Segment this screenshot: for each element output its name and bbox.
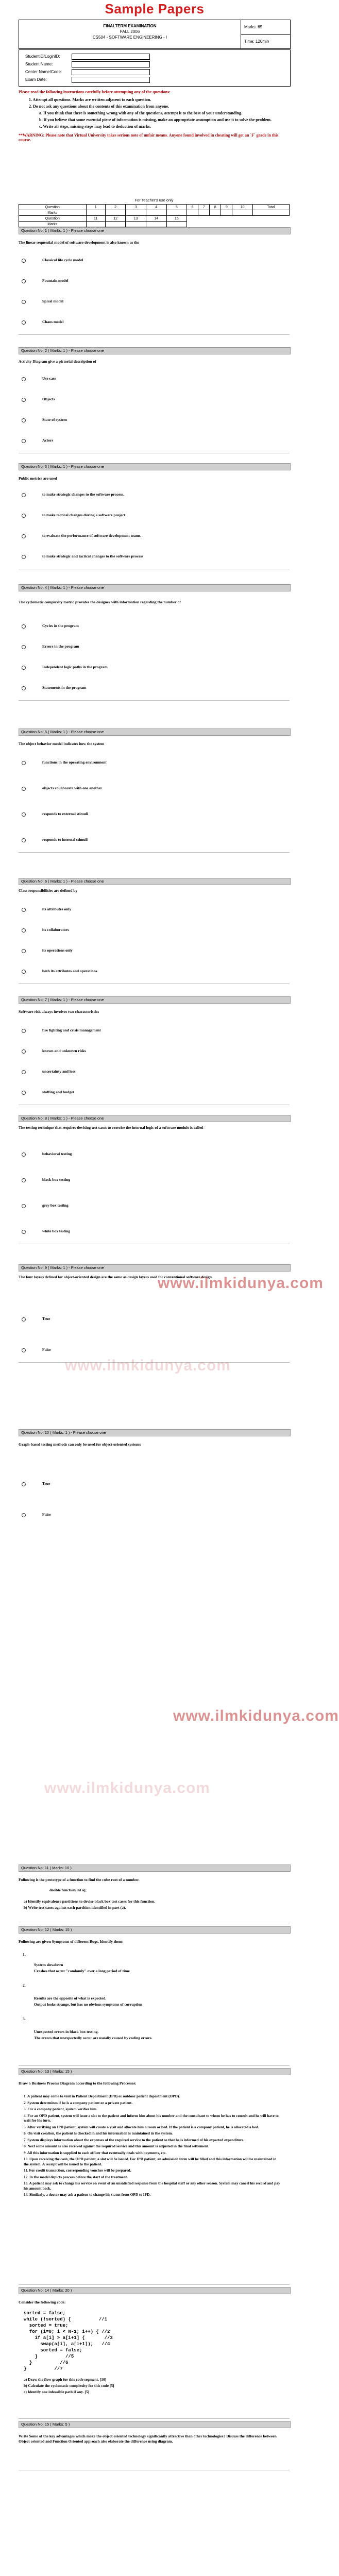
table-cell: 4 <box>146 205 166 210</box>
process-step: 10. Upon receiving the cash, the OPD patient, a slot will be issued. For IPD patient, an admission form will be filled and this information will be maintained in the system. A receipt will be issued to the patient. <box>24 2157 277 2166</box>
table-row <box>19 222 290 227</box>
process-step: 11. For credit transaction, corresponding voucher will be prepared. <box>24 2168 131 2173</box>
radio-icon[interactable] <box>22 398 26 402</box>
radio-icon[interactable] <box>22 514 26 518</box>
radio-icon[interactable] <box>22 418 26 422</box>
question-1-bar <box>19 227 291 234</box>
process-step: 1. A patient may come to visit in Patient Department (IPD) or outdoor patient department (OPD). <box>24 2094 180 2098</box>
question-11-prototype: double function(int a); <box>49 1888 87 1892</box>
question-9-option[interactable] <box>19 1347 290 1353</box>
option-label: grey box testing <box>42 1203 69 1208</box>
option-label: responds to external stimuli <box>42 811 88 816</box>
center-label: Center Name/Code: <box>25 70 62 74</box>
question-7-option[interactable] <box>19 1027 290 1033</box>
radio-icon[interactable] <box>22 279 26 283</box>
radio-icon[interactable] <box>22 624 26 629</box>
symptom-item: The errors that unexpectedly occur are usually caused by coding errors. <box>34 2036 152 2040</box>
option-label: both its attributes and operations <box>42 969 97 973</box>
question-7-bar <box>19 996 291 1004</box>
process-step: 12. In the model depicts process before the start of the treatment. <box>24 2174 128 2179</box>
symptom-item: Output looks strange, but has no obvious symptoms of corruption <box>34 2002 143 2007</box>
student-info-box <box>19 49 291 87</box>
question-5-option[interactable] <box>19 759 290 766</box>
question-7-option[interactable] <box>19 1089 290 1095</box>
question-12-bar <box>19 1926 291 1934</box>
radio-icon[interactable] <box>22 838 26 842</box>
question-10-option[interactable] <box>19 1512 290 1518</box>
option-label: Use case <box>42 376 56 381</box>
table-cell: 2 <box>105 205 126 210</box>
radio-icon[interactable] <box>22 1049 26 1054</box>
question-3-label: Question No: 3 ( Marks: 1 ) - Please choose one <box>21 464 104 469</box>
question-3-bar <box>19 463 291 470</box>
process-step: 8. Next some amount is also received against the required service and this amount is adjusted in the final settlement. <box>24 2144 210 2148</box>
exam-date-field[interactable] <box>72 77 150 83</box>
radio-icon[interactable] <box>22 645 26 649</box>
option-label: to make strategic changes to the software process. <box>42 492 124 497</box>
banner-title: Sample Papers <box>105 1 205 16</box>
option-label: Chaos model <box>42 319 64 324</box>
question-1-option[interactable] <box>19 257 290 263</box>
table-row <box>19 210 290 216</box>
radio-icon[interactable] <box>22 1153 26 1157</box>
option-label: Errors in the program <box>42 644 79 649</box>
option-label: False <box>42 1347 51 1352</box>
table-cell: 12 <box>105 216 126 222</box>
question-14-part-b: b) Calculate the cyclomatic complexity for this code [5] <box>24 2383 114 2388</box>
question-8-label: Question No: 8 ( Marks: 1 ) - Please choose one <box>21 1116 104 1121</box>
radio-icon[interactable] <box>22 493 26 497</box>
symptom-group-3: 3. <box>23 2016 26 2021</box>
question-3-option[interactable] <box>19 553 290 560</box>
symptom-item: Crashes that occur "randomly" over a long period of time <box>34 1969 130 1973</box>
question-7-option[interactable] <box>19 1048 290 1054</box>
process-step: 9. All this information is supplied to each officer that eventually deals with payments, etc. <box>24 2150 166 2155</box>
option-label: Cycles in the program <box>42 623 79 628</box>
radio-icon[interactable] <box>22 1091 26 1095</box>
question-11-part-a: a) Identify equivalence partitions to devise black box test cases for this function. <box>24 1899 156 1904</box>
instructions <box>19 90 290 142</box>
radio-icon[interactable] <box>22 1230 26 1234</box>
question-8-option[interactable] <box>19 1151 290 1157</box>
option-label: Fountain model <box>42 278 69 283</box>
total-marks: Marks: 65 <box>241 20 291 35</box>
divider <box>19 2418 290 2419</box>
question-4-stem: The cyclomatic complexity metric provides the designer with information regarding the number of <box>19 600 181 604</box>
question-9-bar <box>19 1264 291 1272</box>
question-14-text: Consider the following code: <box>19 2300 66 2304</box>
option-label: True <box>42 1481 50 1486</box>
question-6-option[interactable] <box>19 906 290 912</box>
question-14-bar <box>19 2287 291 2294</box>
code-line: if a[i] > a[i+1] { //3 <box>24 2335 113 2341</box>
radio-icon[interactable] <box>22 761 26 765</box>
table-header-cell: Question <box>19 216 87 222</box>
table-cell: 13 <box>126 216 146 222</box>
code-listing <box>24 2310 113 2372</box>
question-6-option[interactable] <box>19 947 290 954</box>
table-cell: 11 <box>86 216 105 222</box>
question-4-bar <box>19 584 291 591</box>
option-label: to evaluate the performance of software development teams. <box>42 533 142 538</box>
teacher-table-caption: For Teacher's use only <box>134 198 174 202</box>
table-cell: 9 <box>221 205 232 210</box>
sample-papers-banner <box>0 0 309 18</box>
question-2-option[interactable] <box>19 437 290 444</box>
question-12-text: Following are given Symptoms of different Bugs. Identify them: <box>19 1939 124 1944</box>
exam-header <box>19 20 291 49</box>
table-header-cell: Marks <box>19 210 87 216</box>
divider <box>19 700 290 701</box>
option-label: Spiral model <box>42 299 64 303</box>
question-10-option[interactable] <box>19 1481 290 1487</box>
question-8-bar <box>19 1115 291 1122</box>
option-label: behavioral testing <box>42 1151 72 1156</box>
table-cell: 6 <box>187 205 198 210</box>
option-label: staffing and budget <box>42 1090 75 1094</box>
process-step: 2. System determines if he is a company patient or a private patient. <box>24 2100 133 2105</box>
radio-icon[interactable] <box>22 970 26 974</box>
divider <box>19 2284 290 2285</box>
question-10-stem: Graph-based testing methods can only be used for object-oriented systems <box>19 1442 141 1447</box>
code-line: for (i=0; i < N-1; i++) { //2 <box>24 2329 110 2334</box>
process-step: 5. After verifying an IPD patient, system will create a visit and allocate him a room or bed. If the patient is a company patient, he is allocated a bed. <box>24 2124 259 2129</box>
question-8-stem: The testing technique that requires devising test cases to exercise the internal logic of a software module is called <box>19 1125 204 1130</box>
table-cell: 15 <box>166 216 187 222</box>
code-line: sorted = false; <box>24 2311 66 2316</box>
question-6-option[interactable] <box>19 927 290 933</box>
symptom-item: System slowdown <box>34 1962 63 1967</box>
radio-icon[interactable] <box>22 1348 26 1352</box>
divider <box>19 334 290 335</box>
option-label: Objects <box>42 397 55 401</box>
option-label: uncertainty and loss <box>42 1069 76 1074</box>
question-11-part-b: b) Write test cases against each partition identified in part (a). <box>24 1905 126 1910</box>
question-6-option[interactable] <box>19 968 290 974</box>
question-6-stem: Class responsibilities are defined by <box>19 888 78 893</box>
divider <box>19 2065 290 2066</box>
question-9-stem: The four layers defined for object-oriented design are the same as design layers used for conventional software design. <box>19 1275 213 1279</box>
option-label: to make strategic and tactical changes to the software process <box>42 554 144 558</box>
question-4-option[interactable] <box>19 643 290 650</box>
table-cell: 5 <box>166 205 187 210</box>
question-5-option[interactable] <box>19 837 290 843</box>
radio-icon[interactable] <box>22 1204 26 1208</box>
code-line: sorted = false; <box>24 2348 82 2353</box>
question-13-text: Draw a Business Process Diagram according to the following Processes: <box>19 2081 137 2086</box>
question-1-label: Question No: 1 ( Marks: 1 ) - Please choose one <box>21 228 104 233</box>
radio-icon[interactable] <box>22 1029 26 1033</box>
question-2-label: Question No: 2 ( Marks: 1 ) - Please choose one <box>21 348 104 353</box>
question-11-label: Question No: 11 ( Marks: 10 ) <box>21 1866 72 1870</box>
question-10-bar <box>19 1429 291 1436</box>
question-14-label: Question No: 14 ( Marks: 20 ) <box>21 2288 72 2293</box>
question-12-label: Question No: 12 ( Marks: 15 ) <box>21 1927 72 1932</box>
question-5-bar <box>19 728 291 736</box>
radio-icon[interactable] <box>22 1070 26 1074</box>
instructions-intro: Please read the following instructions carefully before attempting any of the questions: <box>19 90 171 94</box>
center-field[interactable] <box>72 69 150 75</box>
question-10-label: Question No: 10 ( Marks: 1 ) - Please choose one <box>21 1430 106 1435</box>
option-label: its operations only <box>42 948 73 953</box>
option-label: State of system <box>42 417 67 422</box>
radio-icon[interactable] <box>22 439 26 443</box>
symptom-item: Unexpected errors in black box testing. <box>34 2029 99 2034</box>
student-id-field[interactable] <box>72 54 150 60</box>
symptom-group-1: 1. <box>23 1952 26 1957</box>
question-13-label: Question No: 13 ( Marks: 15 ) <box>21 2069 72 2074</box>
radio-icon[interactable] <box>22 259 26 263</box>
center-row <box>25 69 150 76</box>
process-step: 13. A patient may ask to change his service on event of an unsatisfied response from the hospital staff or any other reason. System may cancel his record and pay his amount back. <box>24 2181 280 2191</box>
radio-icon[interactable] <box>22 908 26 912</box>
question-3-option[interactable] <box>19 492 290 498</box>
question-5-label: Question No: 5 ( Marks: 1 ) - Please choose one <box>21 730 104 734</box>
table-cell: 10 <box>232 205 253 210</box>
option-label: True <box>42 1316 50 1321</box>
option-label: its collaborators <box>42 927 69 932</box>
option-label: black box testing <box>42 1177 71 1182</box>
question-9-label: Question No: 9 ( Marks: 1 ) - Please choose one <box>21 1265 104 1270</box>
question-11-bar <box>19 1865 291 1872</box>
table-cell: 8 <box>210 205 221 210</box>
table-header-cell: Marks <box>19 222 87 227</box>
question-14-part-c: c) Identify one infeasible path if any. [5] <box>24 2389 90 2394</box>
symptom-group-2: 2. <box>23 1983 26 1988</box>
question-3-stem: Public metrics are used <box>19 476 57 481</box>
instruction-1: 1. Attempt all questions. Marks are written adjacent to each question. <box>29 97 151 102</box>
instruction-2: 2. Do not ask any questions about the contents of this examination from anyone. <box>29 104 170 109</box>
process-step: 6. On visit creation, the patient is checked in and his information is maintained in the system. <box>24 2131 173 2136</box>
radio-icon[interactable] <box>22 300 26 304</box>
student-name-row <box>25 61 150 68</box>
option-label: False <box>42 1512 51 1517</box>
option-label: known and unknown risks <box>42 1048 86 1053</box>
student-id-label: StudentID/LoginID: <box>25 54 60 59</box>
question-4-label: Question No: 4 ( Marks: 1 ) - Please choose one <box>21 585 104 590</box>
option-label: functions in the operating environment <box>42 760 107 765</box>
option-label: white box testing <box>42 1229 71 1233</box>
option-label: to make tactical changes during a software project. <box>42 513 127 517</box>
radio-icon[interactable] <box>22 1178 26 1182</box>
code-line: } //6 <box>24 2360 69 2365</box>
question-4-option[interactable] <box>19 623 290 629</box>
radio-icon[interactable] <box>22 928 26 933</box>
question-2-option[interactable] <box>19 396 290 402</box>
question-3-option[interactable] <box>19 533 290 539</box>
option-label: Statements in the program <box>42 685 87 690</box>
instruction-2c: c. Write all steps, missing steps may lead to deduction of marks. <box>39 124 151 129</box>
table-row <box>19 216 290 222</box>
radio-icon[interactable] <box>22 377 26 381</box>
question-8-option[interactable] <box>19 1228 290 1234</box>
process-step: 14. Similarly, a doctor may ask a patient to change his status from OPD to IPD. <box>24 2192 151 2197</box>
question-15-label: Question No: 15 ( Marks: 5 ) <box>21 2422 70 2427</box>
teacher-marks-table <box>19 204 290 227</box>
radio-icon[interactable] <box>22 686 26 690</box>
radio-icon[interactable] <box>22 320 26 325</box>
table-cell: 14 <box>146 216 166 222</box>
question-5-option[interactable] <box>19 811 290 817</box>
process-step: 3. For a company patient, system verifies him. <box>24 2107 97 2111</box>
radio-icon[interactable] <box>22 787 26 791</box>
divider <box>19 852 290 853</box>
question-3-option[interactable] <box>19 512 290 518</box>
exam-time: Time: 120min <box>244 39 269 44</box>
question-6-label: Question No: 6 ( Marks: 1 ) - Please choose one <box>21 879 104 884</box>
question-1-stem: The linear sequential model of software development is also known as the <box>19 240 140 245</box>
exam-date-row <box>25 76 150 83</box>
radio-icon[interactable] <box>22 555 26 559</box>
question-7-stem: Software risk always involves two characteristics <box>19 1009 99 1014</box>
question-2-stem: Activity Diagram give a pictorial description of <box>19 359 96 364</box>
exam-term: FALL 2006 <box>120 29 140 34</box>
question-8-option[interactable] <box>19 1202 290 1209</box>
exam-sheet <box>3 18 339 2576</box>
radio-icon[interactable] <box>22 949 26 953</box>
question-4-option[interactable] <box>19 685 290 691</box>
question-6-bar <box>19 878 291 885</box>
option-label: objects collaborate with one another <box>42 786 103 790</box>
radio-icon[interactable] <box>22 666 26 670</box>
business-process-list <box>24 2094 281 2199</box>
radio-icon[interactable] <box>22 1482 26 1486</box>
question-5-option[interactable] <box>19 785 290 791</box>
table-cell: 7 <box>198 205 210 210</box>
question-2-option[interactable] <box>19 417 290 423</box>
question-8-option[interactable] <box>19 1177 290 1183</box>
watermark: www.ilmkidunya.com <box>173 1707 339 1724</box>
code-line: while (!sorted) { //1 <box>24 2317 108 2322</box>
question-7-label: Question No: 7 ( Marks: 1 ) - Please choose one <box>21 997 104 1002</box>
table-row <box>19 205 290 210</box>
question-15-bar <box>19 2421 291 2428</box>
question-7-option[interactable] <box>19 1069 290 1075</box>
table-cell: 1 <box>86 205 105 210</box>
radio-icon[interactable] <box>22 1513 26 1517</box>
question-15-text: Write Some of the key advantages which make the object oriented technology significantly attractive than other technologies? Discuss the difference between Object oriented and Function Oriented approach also elaborate the difference using diagram. <box>19 2434 277 2444</box>
symptom-item: Results are the opposite of what is expected. <box>34 1996 107 2001</box>
table-cell: Total <box>252 205 289 210</box>
exam-title: FINALTERM EXAMINATION <box>103 24 157 28</box>
radio-icon[interactable] <box>22 1317 26 1321</box>
student-name-label: Student Name: <box>25 62 53 66</box>
question-14-part-a: a) Draw the flow graph for this code segment. [10] <box>24 2377 107 2382</box>
option-label: fire fighting and crisis management <box>42 1028 101 1032</box>
student-id-row <box>25 53 150 60</box>
exam-date-label: Exam Date: <box>25 77 47 82</box>
question-11-text: Following is the prototype of a function to find the cube root of a number. <box>19 1877 140 1882</box>
student-name-field[interactable] <box>72 61 150 67</box>
option-label: its attributes only <box>42 907 72 911</box>
question-5-stem: The object behavior model indicates how the system <box>19 741 105 746</box>
watermark: www.ilmkidunya.com <box>158 1275 324 1292</box>
code-line: } //7 <box>24 2366 63 2371</box>
option-label: Independent logic paths in the program <box>42 665 108 669</box>
instruction-2b: b. If you believe that some essential piece of information is missing, make an appropriate assumption and use it to solve the problem. <box>39 117 272 122</box>
radio-icon[interactable] <box>22 812 26 817</box>
watermark: www.ilmkidunya.com <box>44 1780 210 1797</box>
option-label: Actors <box>42 438 54 443</box>
question-1-option[interactable] <box>19 278 290 284</box>
question-9-option[interactable] <box>19 1316 290 1322</box>
table-cell: 3 <box>126 205 146 210</box>
question-13-bar <box>19 2068 291 2075</box>
question-4-option[interactable] <box>19 664 290 670</box>
table-header-cell: Question <box>19 205 87 210</box>
warning-text: **WARNING: Please note that Virtual University takes serious note of unfair means. Anyone found involved in cheating will get an `F` grade in this course. <box>19 133 279 142</box>
code-line: sorted = true; <box>24 2323 69 2328</box>
process-step: 4. For an OPD patient, system will issue a slot to the patient and inform him about his number and the consultant to whom he has to consult and he will have to wait for his turn. <box>24 2113 279 2123</box>
question-2-option[interactable] <box>19 376 290 382</box>
code-line: swap(a[i], a[i+1]); //4 <box>24 2342 110 2347</box>
option-label: responds to internal stimuli <box>42 837 88 842</box>
process-step: 7. System displays information about the expenses of the required service to the patient so that he is informed of his expected expenditure. <box>24 2137 245 2142</box>
question-1-option[interactable] <box>19 298 290 304</box>
question-2-bar <box>19 347 291 354</box>
question-1-option[interactable] <box>19 319 290 325</box>
radio-icon[interactable] <box>22 534 26 538</box>
option-label: Classical life cycle model <box>42 258 83 262</box>
watermark: www.ilmkidunya.com <box>65 1357 231 1374</box>
course-title: CS504 - SOFTWARE ENGINEERING - I <box>92 35 167 40</box>
instruction-2a: a. If you think that there is something wrong with any of the questions, attempt it to the best of your understanding. <box>39 111 242 115</box>
code-line: } //5 <box>24 2354 74 2359</box>
